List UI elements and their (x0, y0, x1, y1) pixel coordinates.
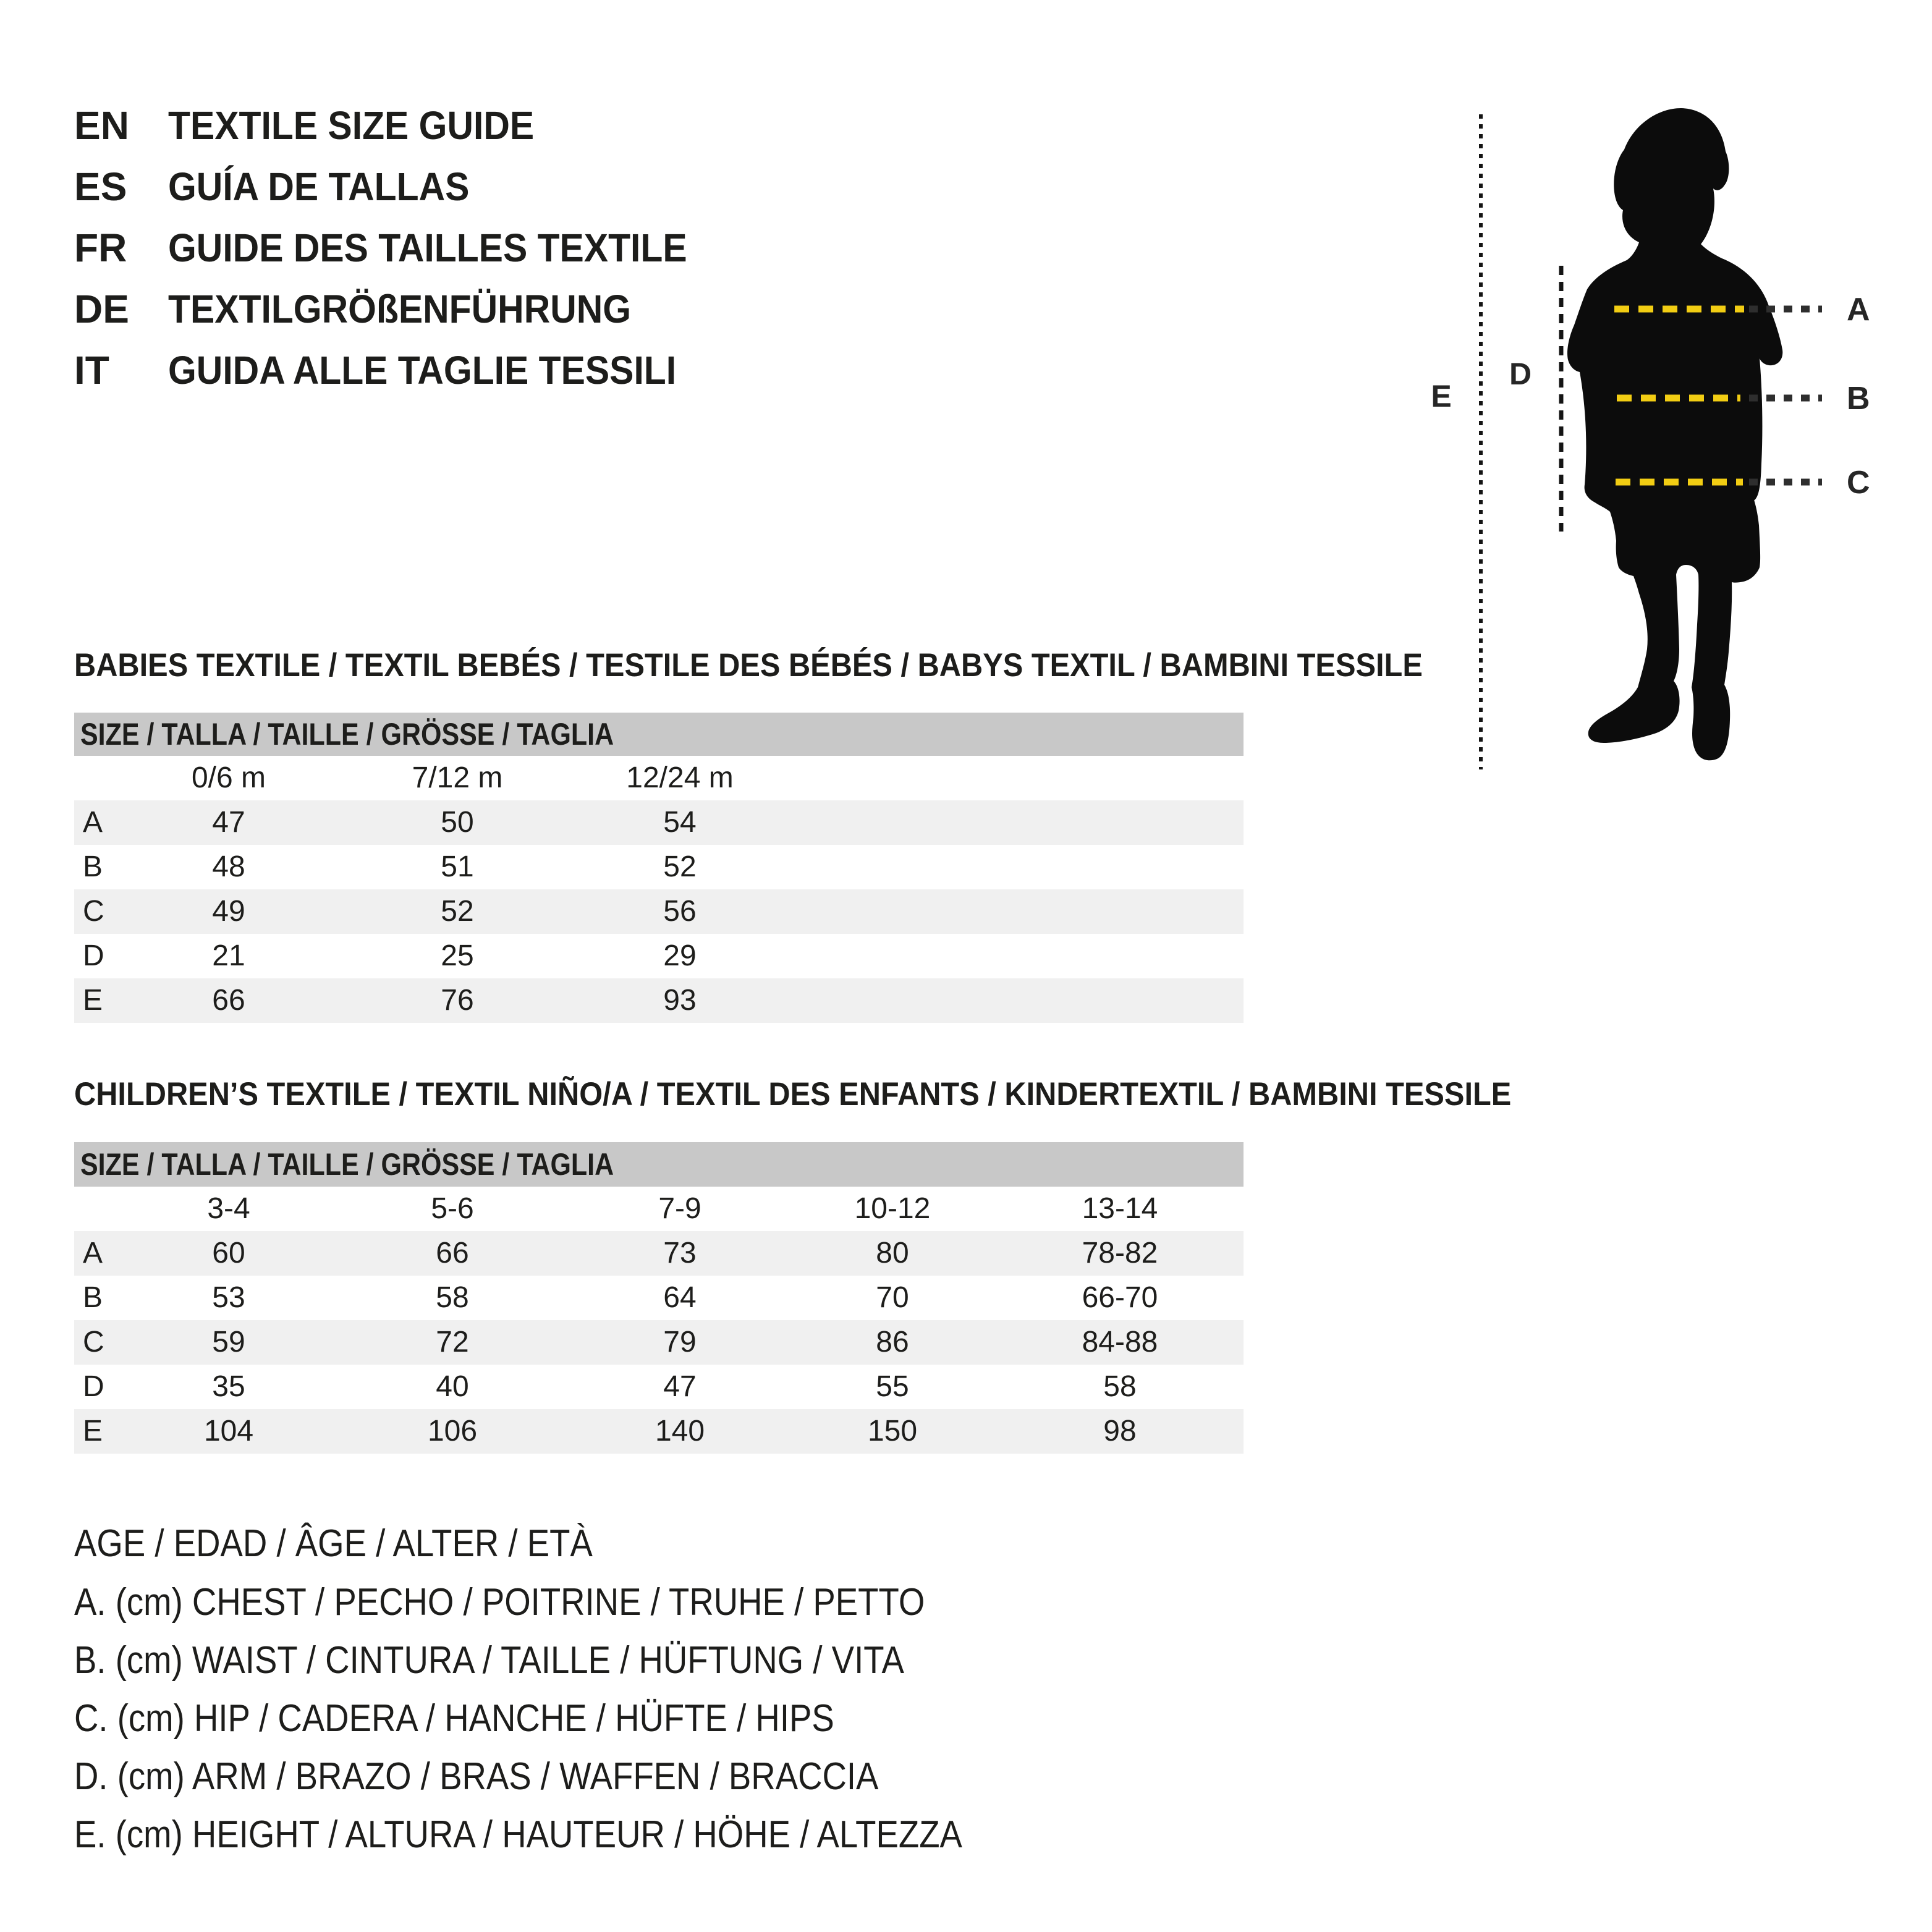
label-e: E (1431, 379, 1452, 413)
cell: 21 (212, 939, 245, 972)
table-row (74, 1409, 1244, 1454)
cell: 80 (876, 1237, 909, 1269)
legend-chest: A. (cm) CHEST / PECHO / POITRINE / TRUHE / PETTO (74, 1581, 925, 1624)
label-b: B (1847, 381, 1870, 417)
row-label: E (83, 1415, 103, 1447)
cell: 50 (441, 806, 474, 839)
cell: 47 (212, 806, 245, 839)
table-row (74, 978, 1244, 1023)
table-row (74, 889, 1244, 934)
cell: 58 (436, 1281, 469, 1314)
children-column-header-row (74, 1187, 1244, 1231)
cell: 58 (1103, 1370, 1137, 1403)
lang-code-en: EN (74, 103, 129, 148)
children-size-header-bar (74, 1142, 1244, 1187)
cell: 66-70 (1082, 1281, 1158, 1314)
legend-waist: B. (cm) WAIST / CINTURA / TAILLE / HÜFTUNG / VITA (74, 1639, 904, 1682)
children-col-3: 10-12 (854, 1192, 931, 1225)
row-label: D (83, 1370, 104, 1403)
babies-col-2: 12/24 m (626, 761, 734, 794)
legend-hip: C. (cm) HIP / CADERA / HANCHE / HÜFTE / HIPS (74, 1697, 834, 1740)
cell: 29 (663, 939, 697, 972)
cell: 66 (436, 1237, 469, 1269)
cell: 55 (876, 1370, 909, 1403)
cell: 140 (655, 1415, 705, 1447)
cell: 54 (663, 806, 697, 839)
lang-code-fr: FR (74, 226, 127, 270)
measurement-diagram (1421, 93, 1932, 810)
babies-section-title: BABIES TEXTILE / TEXTIL BEBÉS / TESTILE DES BÉBÉS / BABYS TEXTIL / BAMBINI TESSILE (74, 647, 1423, 684)
cell: 106 (427, 1415, 478, 1447)
table-row (74, 1365, 1244, 1409)
lang-code-it: IT (74, 348, 109, 392)
row-label: C (83, 895, 104, 928)
lang-title-en: TEXTILE SIZE GUIDE (168, 103, 535, 148)
row-label: B (83, 850, 103, 883)
cell: 49 (212, 895, 245, 928)
cell: 84-88 (1082, 1326, 1158, 1358)
label-a: A (1847, 292, 1870, 328)
table-row (74, 1231, 1244, 1276)
children-col-2: 7-9 (658, 1192, 701, 1225)
child-silhouette-image (1567, 108, 1782, 760)
babies-column-header-row (74, 756, 1244, 800)
legend-arm: D. (cm) ARM / BRAZO / BRAS / WAFFEN / BRACCIA (74, 1755, 879, 1798)
children-col-4: 13-14 (1082, 1192, 1158, 1225)
row-label: A (83, 806, 103, 839)
lang-title-de: TEXTILGRÖßENFÜHRUNG (168, 287, 632, 331)
row-label: B (83, 1281, 103, 1314)
cell: 59 (212, 1326, 245, 1358)
children-col-1: 5-6 (431, 1192, 474, 1225)
cell: 51 (441, 850, 474, 883)
cell: 52 (441, 895, 474, 928)
cell: 73 (663, 1237, 697, 1269)
row-label: D (83, 939, 104, 972)
lang-code-es: ES (74, 164, 127, 209)
legend-height: E. (cm) HEIGHT / ALTURA / HAUTEUR / HÖHE / ALTEZZA (74, 1813, 962, 1856)
cell: 78-82 (1082, 1237, 1158, 1269)
table-row (74, 934, 1244, 978)
row-label: E (83, 984, 103, 1017)
table-row (74, 1320, 1244, 1365)
cell: 79 (663, 1326, 697, 1358)
label-d: D (1509, 357, 1532, 391)
babies-col-1: 7/12 m (412, 761, 503, 794)
cell: 76 (441, 984, 474, 1017)
lang-title-fr: GUIDE DES TAILLES TEXTILE (168, 226, 687, 270)
cell: 25 (441, 939, 474, 972)
lang-title-es: GUÍA DE TALLAS (168, 164, 470, 209)
cell: 93 (663, 984, 697, 1017)
cell: 72 (436, 1326, 469, 1358)
table-row (74, 1276, 1244, 1320)
children-size-header-text: SIZE / TALLA / TAILLE / GRÖSSE / TAGLIA (80, 1147, 614, 1182)
cell: 86 (876, 1326, 909, 1358)
cell: 70 (876, 1281, 909, 1314)
cell: 47 (663, 1370, 697, 1403)
lang-code-de: DE (74, 287, 129, 331)
table-row (74, 800, 1244, 845)
cell: 150 (867, 1415, 918, 1447)
babies-size-header-bar (74, 713, 1244, 756)
table-row (74, 845, 1244, 889)
children-section-title: CHILDREN’S TEXTILE / TEXTIL NIÑO/A / TEXTIL DES ENFANTS / KINDERTEXTIL / BAMBINI TESSILE (74, 1076, 1512, 1112)
cell: 60 (212, 1237, 245, 1269)
babies-col-0: 0/6 m (191, 761, 266, 794)
cell: 52 (663, 850, 697, 883)
row-label: C (83, 1326, 104, 1358)
babies-size-header-text: SIZE / TALLA / TAILLE / GRÖSSE / TAGLIA (80, 717, 614, 752)
cell: 35 (212, 1370, 245, 1403)
cell: 56 (663, 895, 697, 928)
cell: 48 (212, 850, 245, 883)
cell: 104 (203, 1415, 254, 1447)
cell: 66 (212, 984, 245, 1017)
label-c: C (1847, 465, 1870, 501)
cell: 53 (212, 1281, 245, 1314)
cell: 98 (1103, 1415, 1137, 1447)
cell: 40 (436, 1370, 469, 1403)
cell: 64 (663, 1281, 697, 1314)
children-col-0: 3-4 (207, 1192, 250, 1225)
row-label: A (83, 1237, 103, 1269)
legend-age: AGE / EDAD / ÂGE / ALTER / ETÀ (74, 1522, 593, 1565)
lang-title-it: GUIDA ALLE TAGLIE TESSILI (168, 348, 677, 392)
